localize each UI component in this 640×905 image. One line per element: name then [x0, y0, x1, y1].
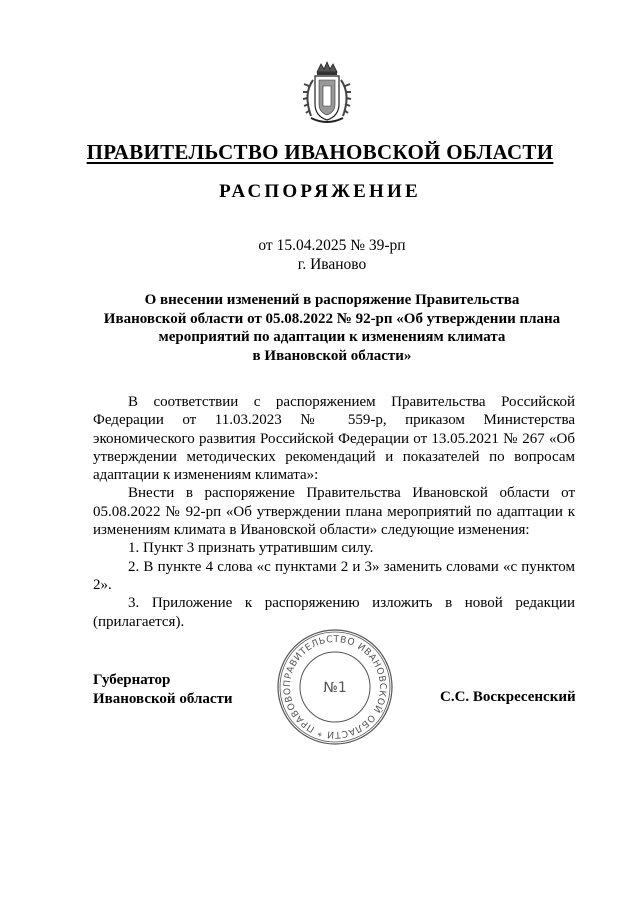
signatory-title-line: Губернатор — [93, 672, 171, 688]
subject-line: Ивановской области от 05.08.2022 № 92-рп «Об утверждении плана — [103, 310, 561, 327]
signatory-title — [93, 671, 233, 709]
body-paragraph: 2. В пункте 4 слова «с пунктами 2 и 3» заменить словами «с пунктом 2». — [93, 558, 575, 593]
subject-line: мероприятий по адаптации к изменениям климата — [158, 329, 506, 345]
body-paragraph: В соответствии с распоряжением Правительства Российской Федерации от 11.03.2023 № 559-р, приказом Министерства экономического развития Российской Федерации от 13.05.2021 № 267 «Об утверждении методических рекомендаций и показателей по вопросам адаптации к изменениям климата»: — [93, 394, 575, 484]
signatory-name: С.С. Воскресенский — [440, 689, 576, 705]
coat-of-arms-icon — [297, 60, 357, 130]
body-paragraph: 1. Пункт 3 признать утратившим силу. — [128, 540, 374, 557]
signatory-title-line: Ивановской области — [93, 691, 233, 707]
body-paragraph: Внести в распоряжение Правительства Ивановской области от 05.08.2022 № 92-рп «Об утверждении плана мероприятий по адаптации к изменениям климата в Ивановской области» следующие изменения: — [93, 485, 575, 539]
stamp-number: №1 — [323, 680, 347, 696]
subject-line: в Ивановской области» — [252, 347, 412, 364]
body-paragraph: 3. Приложение к распоряжению изложить в новой редакции (прилагается). — [93, 595, 575, 630]
document-subject — [100, 291, 564, 365]
organization-title: ПРАВИТЕЛЬСТВО ИВАНОВСКОЙ ОБЛАСТИ — [86, 140, 554, 164]
document-date-number: от 15.04.2025 № 39-рп — [258, 237, 406, 254]
document-body — [93, 393, 575, 631]
document-type: РАСПОРЯЖЕНИЕ — [219, 181, 421, 202]
official-stamp — [276, 628, 394, 746]
document-city: г. Иваново — [297, 256, 367, 273]
stamp-ring-text: ПРАВИТЕЛЬСТВО ИВАНОВСКОЙ ОБЛАСТИ * ПРАВОВО — [281, 633, 389, 741]
subject-line: О внесении изменений в распоряжение Правительства — [144, 292, 520, 308]
